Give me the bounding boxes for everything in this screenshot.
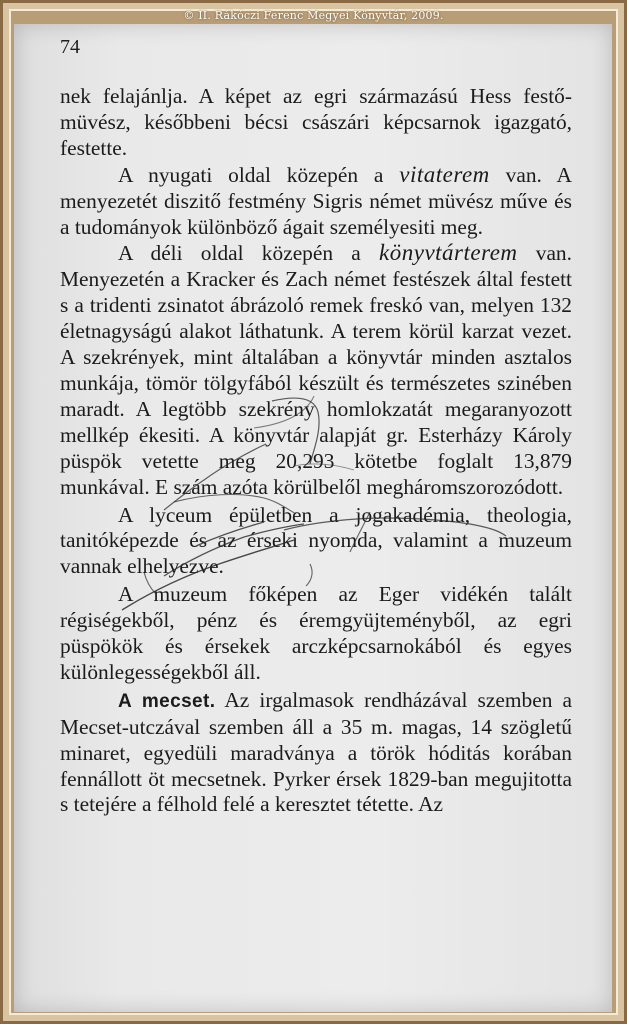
book-page: [14, 24, 612, 1012]
paragraph-continuation: nek felajánlja. A képet az egri származású Hess festő-müvész, későbbeni bécsi császári képcsarnok igazgató, festette.: [60, 84, 572, 160]
paragraph-konyvtarterem: [60, 240, 572, 500]
paragraph-konyvtarterem-before: A déli oldal közepén a: [118, 241, 380, 266]
paragraph-vitaterem-before: A nyugati oldal közepén a: [118, 162, 400, 187]
copyright-watermark: © II. Rákóczi Ferenc Megyei Könyvtár, 2009.: [183, 9, 444, 22]
paragraph-mecset-after: Az irgalmasok rendházával szemben a Mecset-utczával szemben áll a 35 m. magas, 14 szögletű minaret, egyedüli maradványa a török hóditás korában fennállott öt mecsetnek. Pyrker érsek 1829-ban megujitotta s tetejére a félhold felé a keresztet tétette. Az: [60, 687, 572, 817]
term-konyvtarterem: könyvtárterem: [379, 240, 518, 266]
paragraph-lyceum: A lyceum épületben a jogakadémia, theologia, tanitóképezde és az érseki nyomda, valamint a muzeum vannak elhelyezve.: [60, 502, 572, 579]
term-vitaterem: vitaterem: [399, 161, 490, 187]
paragraph-vitaterem-after: van. A menyezetét diszitő festmény Sigris német müvész műve és a tudományok különböző ágait személyesiti meg.: [60, 162, 572, 239]
page-body-text: [60, 84, 572, 818]
paragraph-mecset: [60, 688, 572, 819]
paragraph-konyvtarterem-after: van. Menyezetén a Kracker és Zach német festészek által festett s a tridenti zsinatot ábrázoló remek freskó van, melyen 132 életnagyságú alakot láthatunk. A terem körül karzat vezet. A szekrények, mint általában a könyvtár minden asztalos munkája, tömör tölgyfából készült és természetes szinében maradt. A legtöbb szekrény homlokzatát megaranyozott mellkép ékesiti. A könyvtár alapját gr. Esterházy Károly püspök vetette meg 20,293 kötetbe foglalt 13,879 munkával. E szám azóta körülbelől megháromszorozódott.: [60, 241, 572, 499]
heading-mecset: A mecset.: [118, 690, 216, 712]
paragraph-muzeum: A muzeum főképen az Eger vidékén talált régiségekből, pénz és éremgyüjteményből, az egri püspökök és érsekek arczképcsarnokából és egyes különlegességekből áll.: [60, 582, 572, 684]
page-number: 74: [60, 36, 80, 58]
paragraph-vitaterem: [60, 162, 572, 241]
